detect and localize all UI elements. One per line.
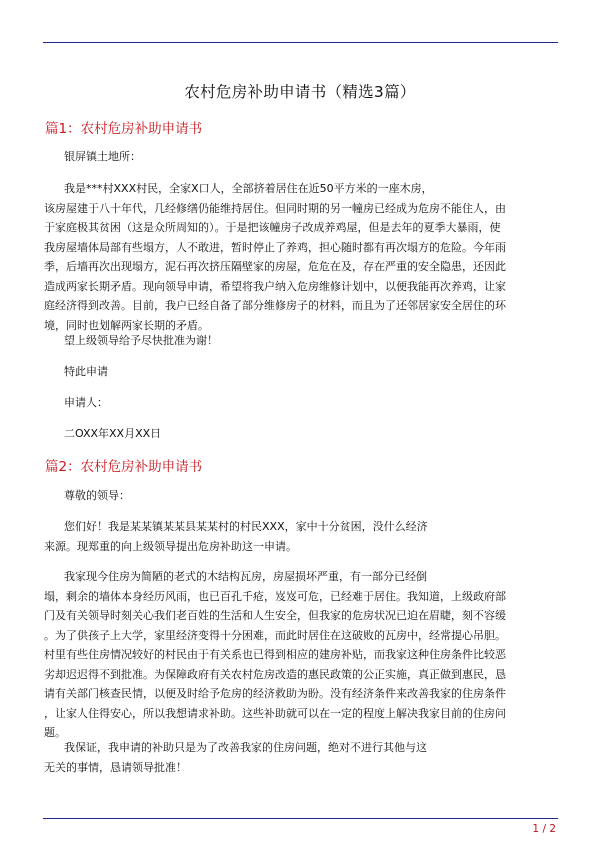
body-line: 请有关部门核查民情，以便及时给予危房的经济救助为盼。没有经济条件来改善我家的住房条件: [44, 687, 506, 700]
intro-line: 来源。现郑重的向上级领导提出危房补助这一申请。: [44, 539, 297, 553]
body-line: ，让家人住得安心，所以我想请求补助。这些补助就可以在一定的程度上解决我家目前的住房问: [44, 706, 506, 720]
section-2-body: [44, 567, 554, 743]
section-1-closing: 望上级领导给予尽快批准为谢！: [64, 334, 218, 347]
page-indicator: 1 / 2: [532, 823, 556, 835]
body-line: 我家现今住房为简陋的老式的木结构瓦房，房屋损坏严重，有一部分已经倒: [64, 570, 427, 583]
section-1-heading: 篇1：农村危房补助申请书: [45, 121, 203, 137]
section-2-intro: [44, 517, 554, 556]
section-2-salutation: 尊敬的领导：: [64, 489, 130, 502]
page-title: 农村危房补助申请书（精选3篇）: [184, 83, 416, 101]
body-line: 我是***村XXX村民，全家X口人，全部挤着居住在近50平方米的一座木房，: [64, 182, 433, 195]
body-line: 劣却迟迟得不到批准。为保障政府有关农村危房改造的惠民政策的公正实施，真正做到惠民，恳: [44, 667, 506, 681]
intro-line: 您们好！我是某某镇某某县某某村的村民XXX，家中十分贫困，没什么经济: [64, 520, 428, 533]
bottom-rule: [43, 818, 558, 819]
body-line: 季，后墙再次出现塌方，泥石再次挤压隔壁家的房屋，危危在及，存在严重的安全隐患，还因此: [44, 260, 506, 273]
body-line: 我房屋墙体局部有些塌方，人不敢进，暂时停止了养鸡，担心随时都有再次塌方的危险。今年雨: [44, 240, 506, 254]
body-line: 塌，剩余的墙体本身经历风雨，也已百孔千疮，岌岌可危，已经难于居住。我知道，上级政府部: [44, 589, 506, 603]
section-1-date: 二OXX年XX月XX日: [64, 427, 162, 440]
section-1-salutation: 银屏镇土地所：: [64, 150, 141, 163]
body-line: 村里有些住房情况较好的村民由于有关系也已得到相应的建房补贴，而我家这种住房条件比较恶: [44, 648, 506, 661]
section-1-special: 特此申请: [64, 365, 108, 378]
section-1-applicant: 申请人：: [64, 396, 108, 409]
body-line: 。为了供孩子上大学，家里经济变得十分困难，而此时居住在这破败的瓦房中，经常提心吊胆。: [44, 628, 506, 642]
top-rule: [43, 42, 558, 43]
body-line: 门及有关领导时刻关心我们老百姓的生活和人生安全，但我家的危房状况已迫在眉睫，刻不容缓: [44, 609, 506, 622]
body-line: 题。: [44, 726, 66, 739]
section-2-heading: 篇2：农村危房补助申请书: [45, 459, 203, 475]
body-line: 庭经济得到改善。目前，我户已经自备了部分维修房子的材料，而且为了还邻居家安全居住的环: [44, 299, 506, 312]
final-line: 我保证，我申请的补助只是为了改善我家的住房问题，绝对不进行其他与这: [64, 741, 427, 754]
body-line: 造成两家长期矛盾。现向领导申请，希望将我户纳入危房维修计划中，以便我能再次养鸡，让家: [44, 279, 506, 293]
body-line: 于家庭极其贫困（这是众所周知的）。于是把该幢房子改成养鸡屋，但是去年的夏季大暴雨，使: [44, 221, 501, 234]
final-line: 无关的事情，恳请领导批准！: [44, 760, 187, 774]
section-1-body: [44, 179, 554, 335]
section-2-final: [44, 738, 554, 777]
body-line: 该房屋建于八十年代，几经修缮仍能维持居住。但同时期的另一幢房已经成为危房不能住人，由: [44, 201, 506, 215]
body-line: 境，同时也划解两家长期的矛盾。: [44, 318, 209, 332]
